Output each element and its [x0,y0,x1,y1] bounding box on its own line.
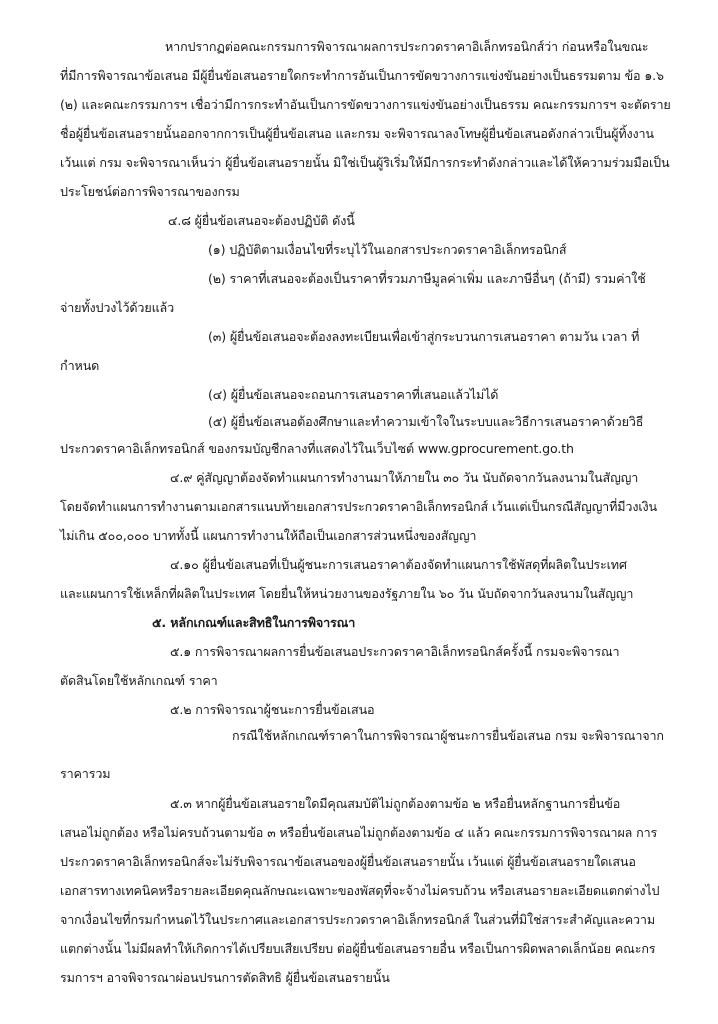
section-5-3-line-4: เอกสารทางเทคนิคหรือรายละเอียดคุณลักษณะเฉพาะของพัสดุที่จะจ้างไม่ครบถ้วน หรือเสนอรายละเอียดแตกต่างไป [60,883,660,898]
section-5-2-line-2: กรณีใช้หลักเกณฑ์ราคาในการพิจารณาผู้ชนะการยื่นข้อเสนอ กรม จะพิจารณาจาก [232,728,664,743]
section-5-heading: ๕. หลักเกณฑ์และสิทธิในการพิจารณา [152,615,356,630]
section-4-9-line-1: ๔.๙ คู่สัญญาต้องจัดทำแผนการทำงานมาให้ภายใน ๓๐ วัน นับถัดจากวันลงนามในสัญญา [170,470,639,485]
section-4-10-line-2: และแผนการใช้เหล็กที่ผลิตในประเทศ โดยยื่นให้หน่วยงานของรัฐภายใน ๖๐ วัน นับถัดจากวันลงนามในสัญญา [60,586,634,601]
section-5-3-line-6: แตกต่างนั้น ไม่มีผลทำให้เกิดการได้เปรียบเสียเปรียบ ต่อผู้ยื่นข้อเสนอรายอื่น หรือเป็นการผิดพลาดเล็กน้อย คณะกร [60,941,656,956]
section-4-8-item-2-cont: จ่ายทั้งปวงไว้ด้วยแล้ว [60,300,175,315]
section-4-8-item-5-cont: ประกวดราคาอิเล็กทรอนิกส์ ของกรมบัญชีกลางที่แสดงไว้ในเว็บไซต์ www.gprocurement.go.th [60,441,574,456]
section-5-3-line-5: จากเงื่อนไขที่กรมกำหนดไว้ในประกาศและเอกสารประกวดราคาอิเล็กทรอนิกส์ ในส่วนที่มิใช่สาระสำคัญและความ [60,912,656,927]
section-4-8-item-3: (๓) ผู้ยื่นข้อเสนอจะต้องลงทะเบียนเพื่อเข้าสู่กระบวนการเสนอราคา ตามวัน เวลา ที่ [208,329,640,344]
section-5-1-line-2: ตัดสินโดยใช้หลักเกณฑ์ ราคา [60,673,218,688]
section-4-8-item-4: (๔) ผู้ยื่นข้อเสนอจะถอนการเสนอราคาที่เสนอแล้วไม่ได้ [208,387,499,402]
section-5-1-line-1: ๕.๑ การพิจารณาผลการยื่นข้อเสนอประกวดราคาอิเล็กทรอนิกส์ครั้งนี้ กรมจะพิจารณา [170,644,620,659]
section-4-9-line-3: ไม่เกิน ๕๐๐,๐๐๐ บาททั้งนี้ แผนการทำงานให้ถือเป็นเอกสารส่วนหนึ่งของสัญญา [60,528,477,543]
section-4-10-line-1: ๔.๑๐ ผู้ยื่นข้อเสนอที่เป็นผู้ชนะการเสนอราคาต้องจัดทำแผนการใช้พัสดุที่ผลิตในประเทศ [170,557,627,572]
section-4-8-heading: ๔.๘ ผู้ยื่นข้อเสนอจะต้องปฏิบัติ ดังนี้ [168,213,355,228]
para-4-7-line-1: หากปรากฏต่อคณะกรรมการพิจารณาผลการประกวดราคาอิเล็กทรอนิกส์ว่า ก่อนหรือในขณะ [165,39,649,54]
section-4-9-line-2: โดยจัดทำแผนการทำงานตามเอกสารแนบท้ายเอกสารประกวดราคาอิเล็กทรอนิกส์ เว้นแต่เป็นกรณีสัญญาที่มีวงเงิน [60,499,657,514]
para-4-7-line-2: ที่มีการพิจารณาข้อเสนอ มีผู้ยื่นข้อเสนอรายใดกระทำการอันเป็นการขัดขวางการแข่งขันอย่างเป็นธรรมตาม ข้อ ๑.๖ [60,68,664,83]
section-4-8-item-5: (๕) ผู้ยื่นข้อเสนอต้องศึกษาและทำความเข้าใจในระบบและวิธีการเสนอราคาด้วยวิธี [208,414,644,429]
para-4-7-line-6: ประโยชน์ต่อการพิจารณาของกรม [60,184,240,199]
para-4-7-line-3: (๒) และคณะกรรมการฯ เชื่อว่ามีการกระทำอันเป็นการขัดขวางการแข่งขันอย่างเป็นธรรม คณะกรรมการฯ จะตัดราย [60,97,671,112]
section-5-3-line-2: เสนอไม่ถูกต้อง หรือไม่ครบถ้วนตามข้อ ๓ หรือยื่นข้อเสนอไม่ถูกต้องตามข้อ ๔ แล้ว คณะกรรมการพิจารณาผล การ [60,825,658,840]
section-5-2-line-3: ราคารวม [60,766,111,781]
para-4-7-line-5: เว้นแต่ กรม จะพิจารณาเห็นว่า ผู้ยื่นข้อเสนอรายนั้น มิใช่เป็นผู้ริเริ่มให้มีการกระทำดังกล่าวและได้ให้ความร่วมมือเป็น [60,155,670,170]
section-5-3-line-1: ๕.๓ หากผู้ยื่นข้อเสนอรายใดมีคุณสมบัติไม่ถูกต้องตามข้อ ๒ หรือยื่นหลักฐานการยื่นข้อ [170,796,621,811]
section-4-8-item-2: (๒) ราคาที่เสนอจะต้องเป็นราคาที่รวมภาษีมูลค่าเพิ่ม และภาษีอื่นๆ (ถ้ามี) รวมค่าใช้ [208,271,646,286]
para-4-7-line-4: ชื่อผู้ยื่นข้อเสนอรายนั้นออกจากการเป็นผู้ยื่นข้อเสนอ และกรม จะพิจารณาลงโทษผู้ยื่นข้อเสนอดังกล่าวเป็นผู้ทิ้งงาน [60,126,654,141]
section-5-3-line-7: รมการฯ อาจพิจารณาผ่อนปรนการตัดสิทธิ ผู้ยื่นข้อเสนอรายนั้น [60,970,390,985]
section-5-3-line-3: ประกวดราคาอิเล็กทรอนิกส์จะไม่รับพิจารณาข้อเสนอของผู้ยื่นข้อเสนอรายนั้น เว้นแต่ ผู้ยื่นข้อเสนอรายใดเสนอ [60,854,636,869]
section-5-2-line-1: ๕.๒ การพิจารณาผู้ชนะการยื่นข้อเสนอ [170,702,375,717]
section-4-8-item-3-cont: กำหนด [60,358,100,373]
section-4-8-item-1: (๑) ปฏิบัติตามเงื่อนไขที่ระบุไว้ในเอกสารประกวดราคาอิเล็กทรอนิกส์ [208,242,567,257]
